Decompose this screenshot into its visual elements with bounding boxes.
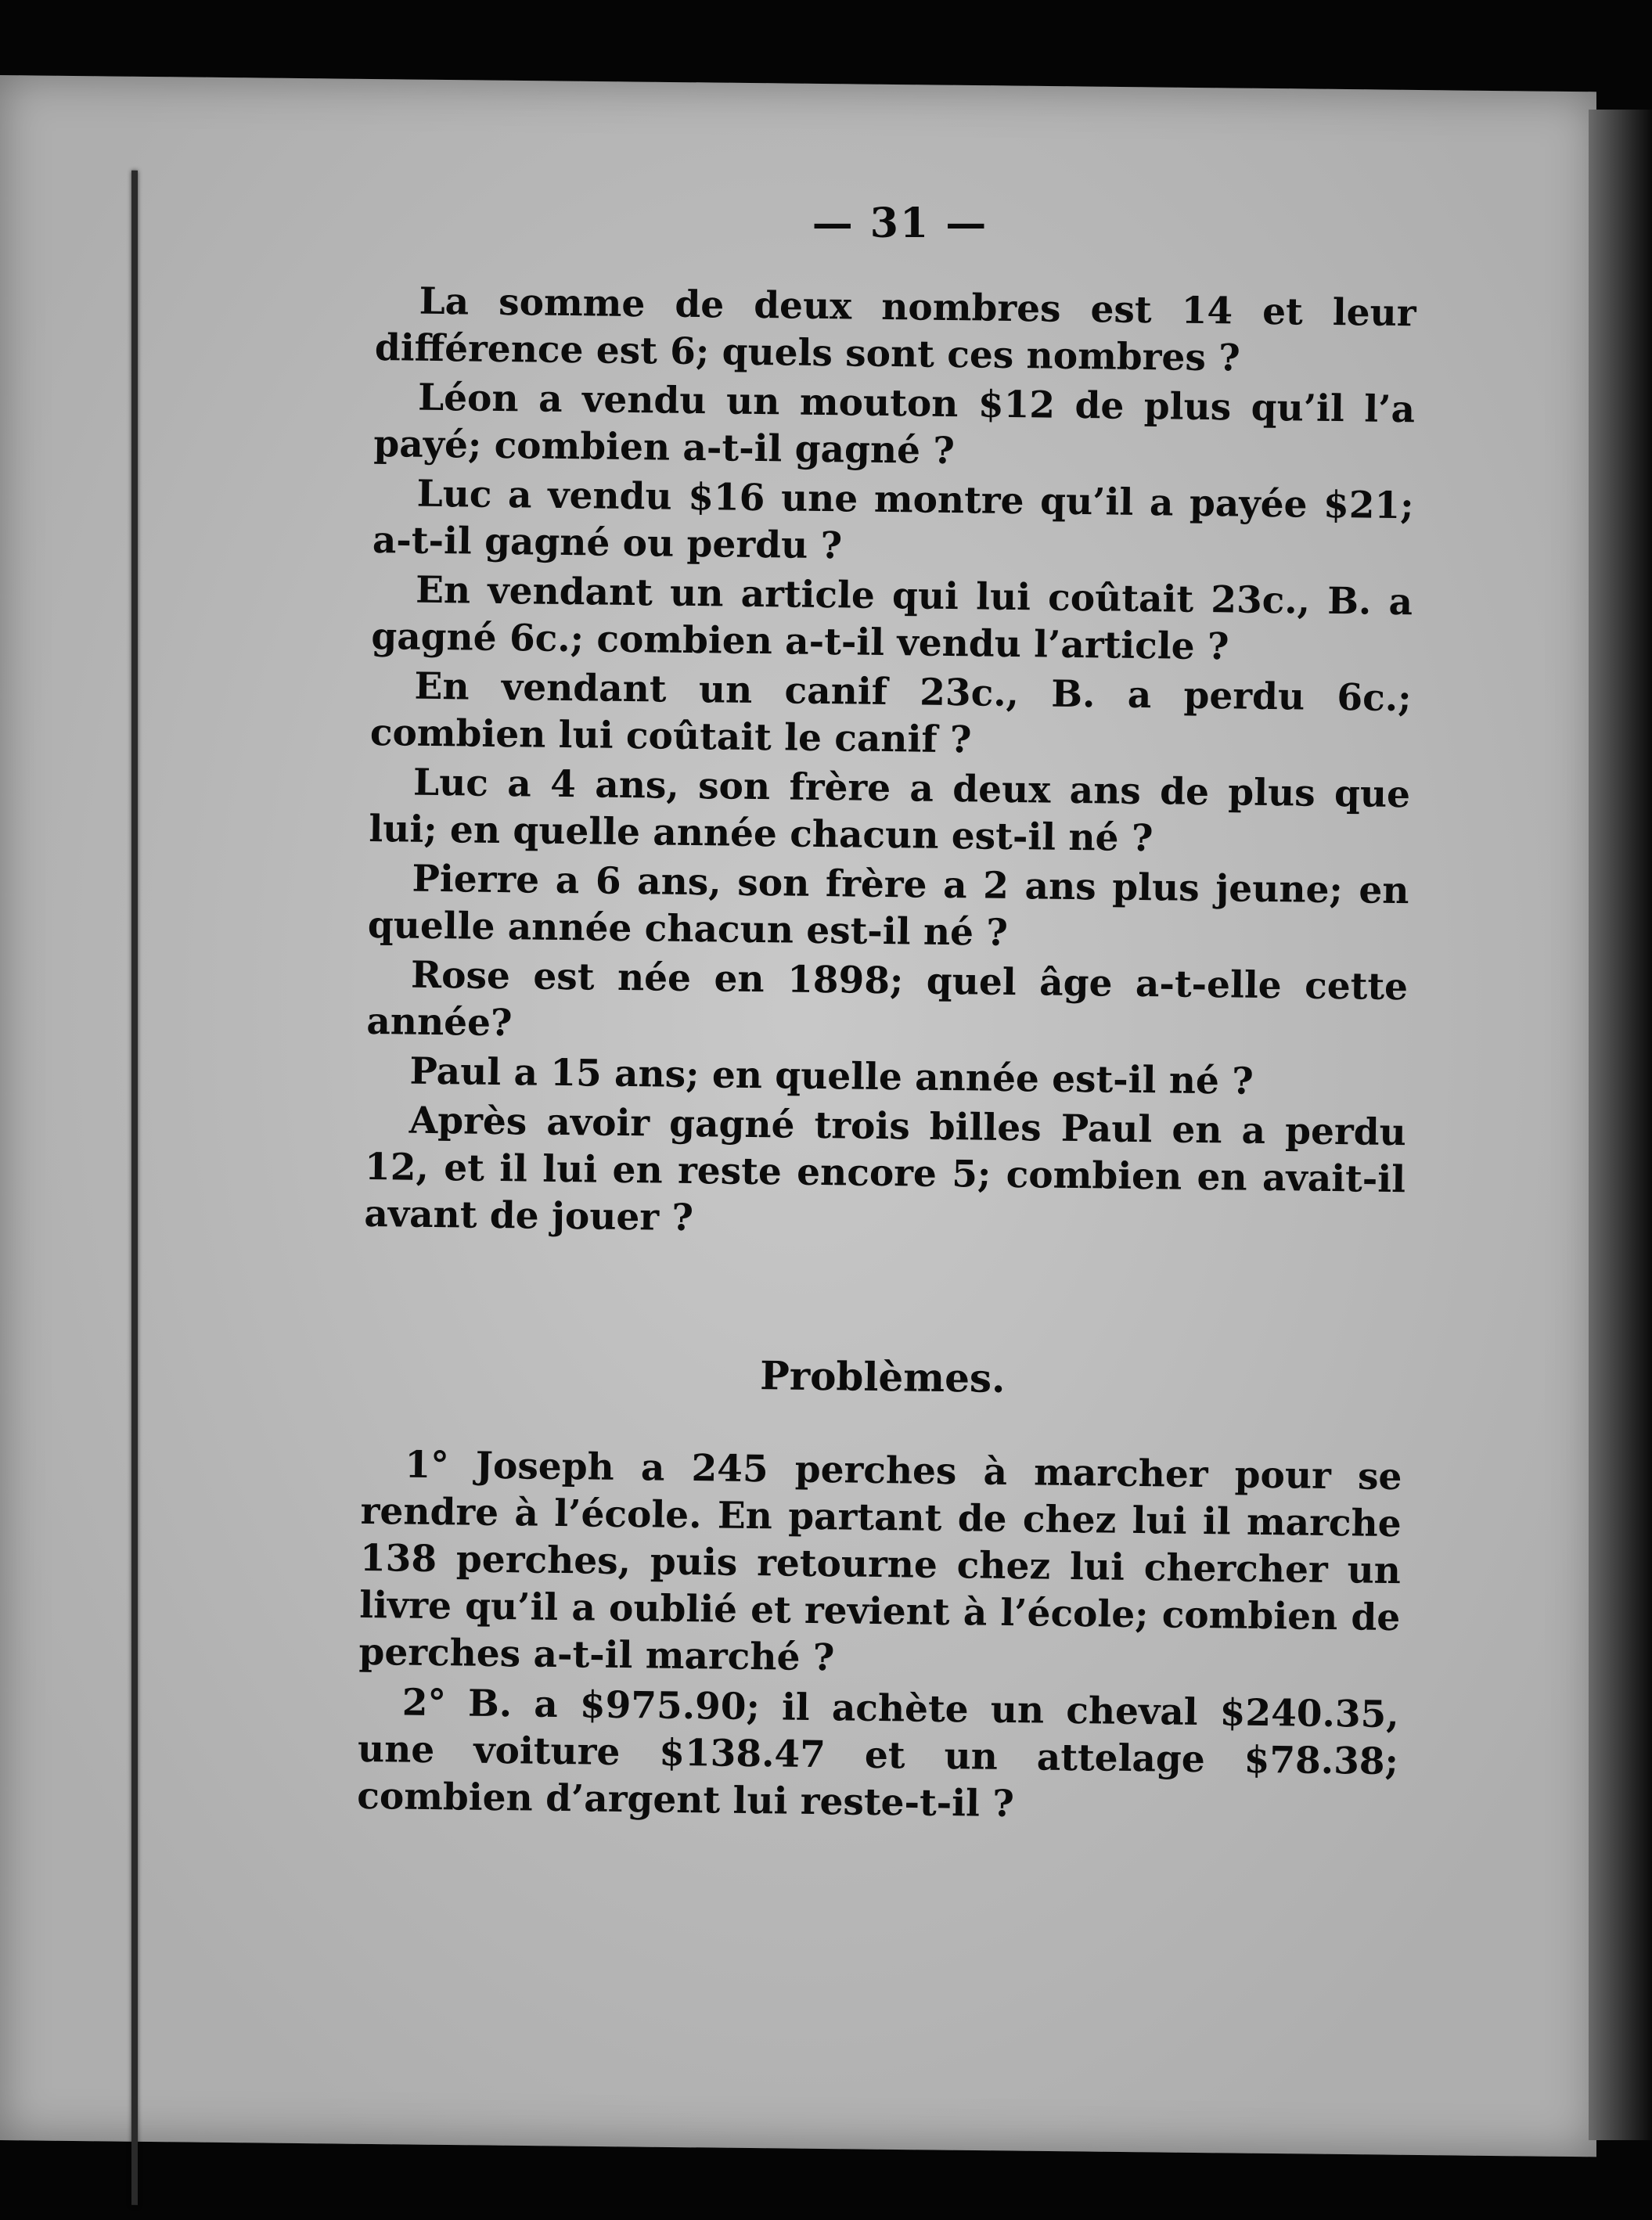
section-heading: Problèmes. bbox=[759, 1352, 1006, 1401]
problem-1: 1° Joseph a 245 perches à marcher pour se rendre à l’école. En partant de chez lui il marche 138 perches, puis retourne chez lui chercher un livre qu’il a oublié et revient à l’école; combien de perches a-t-il marché ? bbox=[358, 1443, 1402, 1680]
page-binding bbox=[131, 171, 138, 2205]
exercise-6: Luc a 4 ans, son frère a deux ans de plus que lui; en quelle année chacun est-il né ? bbox=[369, 761, 1411, 861]
exercise-8: Rose est née en 1898; quel âge a-t-elle cette année? bbox=[366, 953, 1409, 1045]
exercise-9: Paul a 15 ans; en quelle année est-il né ? bbox=[409, 1049, 1254, 1103]
problem-2: 2° B. a $975.90; il achète un cheval $240.35, une voiture $138.47 et un attelage $78.38; combien d’argent lui reste-t-il ? bbox=[356, 1681, 1399, 1826]
page-edge-shadow bbox=[1589, 110, 1652, 2140]
exercise-3: Luc a vendu $16 une montre qu’il a payée $21; a-t-il gagné ou perdu ? bbox=[372, 472, 1414, 568]
page-number: — 31 — bbox=[812, 200, 988, 247]
page-body bbox=[357, 278, 1416, 1836]
exercise-5: En vendant un canif 23c., B. a perdu 6c.; combien lui coûtait le canif ? bbox=[369, 664, 1412, 762]
exercise-1: La somme de deux nombres est 14 et leur différence est 6; quels sont ces nombres ? bbox=[374, 279, 1416, 380]
exercise-7: Pierre a 6 ans, son frère a 2 ans plus jeune; en quelle année chacun est-il né ? bbox=[367, 857, 1409, 955]
exercise-4: En vendant un article qui lui coûtait 23c., B. a gagné 6c.; combien a-t-il vendu l’article ? bbox=[371, 568, 1413, 669]
exercise-10: Après avoir gagné trois billes Paul en a perdu 12, et il lui en reste encore 5; combien en avait-il avant de jouer ? bbox=[364, 1099, 1407, 1240]
exercise-2: Léon a vendu un mouton $12 de plus qu’il l’a payé; combien a-t-il gagné ? bbox=[373, 376, 1416, 473]
